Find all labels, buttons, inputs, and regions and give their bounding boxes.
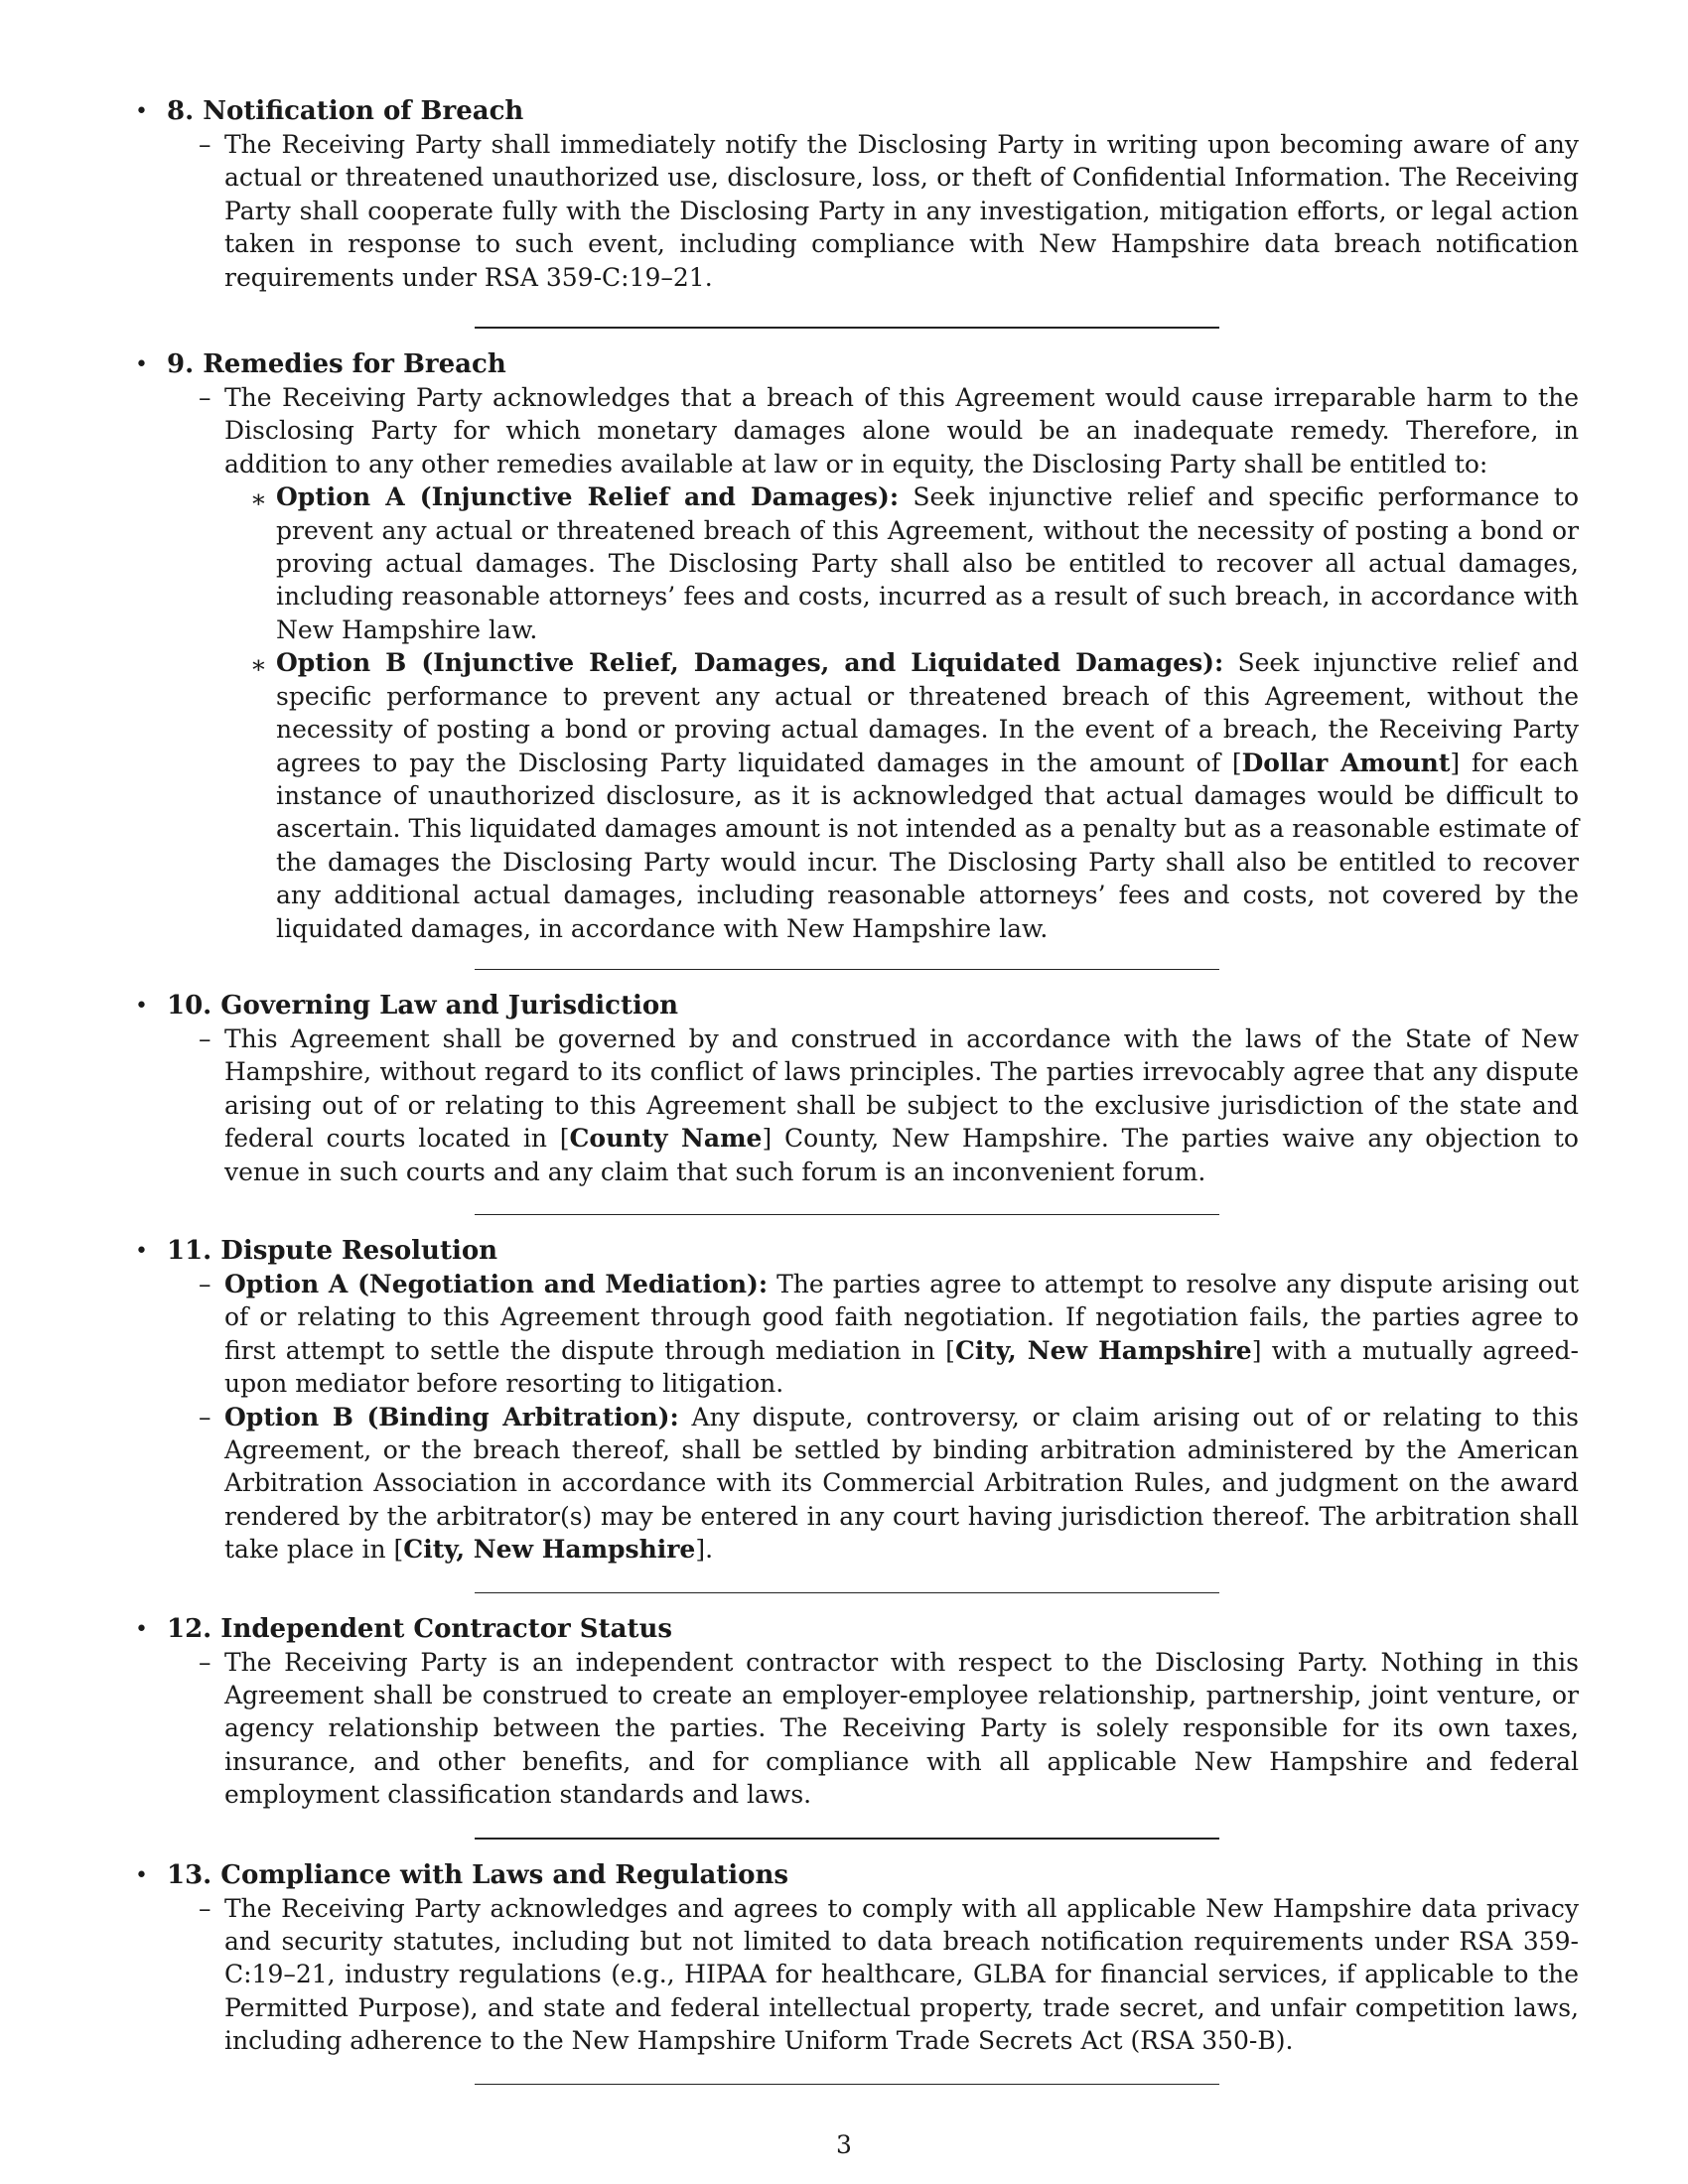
dash-icon: – [199, 383, 211, 413]
clause-item [127, 1401, 1579, 1567]
section-title: 9. Remedies for Breach [167, 349, 506, 380]
dash-icon: – [199, 130, 211, 159]
clause-item [127, 1268, 1579, 1401]
option-label: Option B (Injunctive Relief, Damages, and Liquidated Damages): [276, 648, 1224, 678]
option-item [127, 646, 1579, 945]
bullet-icon: • [135, 1616, 148, 1642]
asterisk-icon: ∗ [250, 650, 267, 680]
option-label: Option B (Binding Arbitration): [224, 1402, 679, 1432]
option-text: Seek injunctive relief and specific performance to prevent any actual or threatened breach of this Agreement, without the necessity of posting a bond or proving actual damages. The Disclosing Party shall also be entitled to recover all actual damages, including reasonable attorneys’ fees and costs, incurred as a result of such breach, in accordance with New Hampshire law. [276, 482, 1580, 644]
section-heading [127, 1613, 1579, 1646]
horizontal-rule [475, 1214, 1219, 1215]
section-title: 11. Dispute Resolution [167, 1235, 498, 1266]
clause-text: ] County, New Hampshire. The parties waive any objection to venue in such courts and any claim that such forum is an inconvenient forum. [224, 1124, 1579, 1186]
clause-text: ] with a mutually agreed-upon mediator before resorting to litigation. [224, 1335, 1579, 1399]
dash-icon: – [199, 1647, 211, 1677]
option-label: Option A (Injunctive Relief and Damages): [276, 482, 900, 512]
placeholder-field: County Name [569, 1124, 763, 1154]
bullet-icon: • [135, 352, 148, 378]
clause-item [127, 1646, 1579, 1812]
section-11 [127, 1235, 1579, 1567]
clause-text: The Receiving Party acknowledges and agrees to comply with all applicable New Hampshire data privacy and security statutes, including but not limited to data breach notification requirements under RSA 359-C:19–21, industry regulations (e.g., HIPAA for healthcare, GLBA for financial services, if applicable to the Permitted Purpose), and state and federal intellectual property, trade secret, and unfair competition laws, including adherence to the New Hampshire Uniform Trade Secrets Act (RSA 350-B). [224, 1893, 1579, 2056]
bullet-icon: • [135, 1862, 148, 1888]
dash-icon: – [199, 1402, 211, 1432]
clause-text: The Receiving Party acknowledges that a breach of this Agreement would cause irreparable harm to the Disclosing Party for which monetary damages alone would be an inadequate remedy. Therefore, in addition to any other remedies available at law or in equity, the Disclosing Party shall be entitled to: [224, 383, 1579, 478]
option-item [127, 480, 1579, 646]
clause-item [127, 128, 1579, 294]
clause-text: This Agreement shall be governed by and construed in accordance with the laws of the State of New Hampshire, without regard to its conflict of laws principles. The parties irrevocably agree that any dispute arising out of or relating to this Agreement shall be subject to the exclusive jurisdiction of the state and federal courts located in [ [224, 1024, 1579, 1154]
clause-text: The parties agree to attempt to resolve any dispute arising out of or relating to this Agreement through good faith negotiation. If negotiation fails, the parties agree to first attempt to settle the dispute through mediation in [ [224, 1269, 1580, 1365]
section-9 [127, 348, 1579, 945]
clause-item [127, 1892, 1579, 2058]
horizontal-rule [475, 1592, 1219, 1593]
bullet-icon: • [135, 1238, 148, 1264]
horizontal-rule [475, 1838, 1219, 1840]
placeholder-field: City, New Hampshire [403, 1535, 696, 1565]
bullet-icon: • [135, 99, 148, 124]
horizontal-rule [475, 969, 1219, 970]
page-number: 3 [836, 2130, 852, 2159]
clause-item [127, 1023, 1579, 1188]
placeholder-field: Dollar Amount [1241, 748, 1451, 777]
clause-text: The Receiving Party shall immediately notify the Disclosing Party in writing upon becoming aware of any actual or threatened unauthorized use, disclosure, loss, or theft of Confidential Information. The Receiving Party shall cooperate fully with the Disclosing Party in any investigation, mitigation efforts, or legal action taken in response to such event, including compliance with New Hampshire data breach notification requirements under RSA 359-C:19–21. [224, 130, 1579, 292]
dash-icon: – [199, 1893, 211, 1923]
clause-item [127, 381, 1579, 480]
horizontal-rule [475, 2084, 1219, 2085]
section-title: 13. Compliance with Laws and Regulations [167, 1859, 789, 1890]
section-title: 10. Governing Law and Jurisdiction [167, 990, 679, 1021]
section-8 [127, 95, 1579, 294]
clause-text: The Receiving Party is an independent contractor with respect to the Disclosing Party. Nothing in this Agreement shall be construed to create an employer-employee relationship, partnership, joint venture, or agency relationship between the parties. The Receiving Party is solely responsible for its own taxes, insurance, and other benefits, and for compliance with all applicable New Hampshire and federal employment classification standards and laws. [224, 1647, 1579, 1810]
dash-icon: – [199, 1269, 211, 1298]
section-10 [127, 990, 1579, 1188]
placeholder-field: City, New Hampshire [954, 1335, 1252, 1365]
section-title: 8. Notification of Breach [167, 96, 524, 126]
section-13 [127, 1859, 1579, 2058]
clause-text: Any dispute, controversy, or claim arising out of or relating to this Agreement, or the breach thereof, shall be settled by binding arbitration administered by the American Arbitration Association in accordance with its Commercial Arbitration Rules, and judgment on the award rendered by the arbitrator(s) may be entered in any court having jurisdiction thereof. The arbitration shall take place in [ [224, 1402, 1579, 1565]
section-12 [127, 1613, 1579, 1812]
bullet-icon: • [135, 993, 148, 1019]
option-text: Seek injunctive relief and specific performance to prevent any actual or threatened breach of this Agreement, without the necessity of posting a bond or proving actual damages. In the event of a breach, the Receiving Party agrees to pay the Disclosing Party liquidated damages in the amount of [ [276, 648, 1580, 777]
dash-icon: – [199, 1024, 211, 1053]
section-title: 12. Independent Contractor Status [167, 1613, 672, 1644]
section-heading [127, 990, 1579, 1023]
section-heading [127, 348, 1579, 381]
option-label: Option A (Negotiation and Mediation): [224, 1269, 769, 1298]
horizontal-rule [475, 327, 1219, 329]
clause-text: ]. [695, 1535, 714, 1565]
asterisk-icon: ∗ [250, 484, 267, 514]
section-heading [127, 1235, 1579, 1268]
section-heading [127, 1859, 1579, 1892]
option-text: ] for each instance of unauthorized disclosure, as it is acknowledged that actual damages would be difficult to ascertain. This liquidated damages amount is not intended as a penalty but as a reasonable estimate of the damages the Disclosing Party would incur. The Disclosing Party shall also be entitled to recover any additional actual damages, including reasonable attorneys’ fees and costs, not covered by the liquidated damages, in accordance with New Hampshire law. [276, 748, 1579, 943]
section-heading [127, 95, 1579, 128]
